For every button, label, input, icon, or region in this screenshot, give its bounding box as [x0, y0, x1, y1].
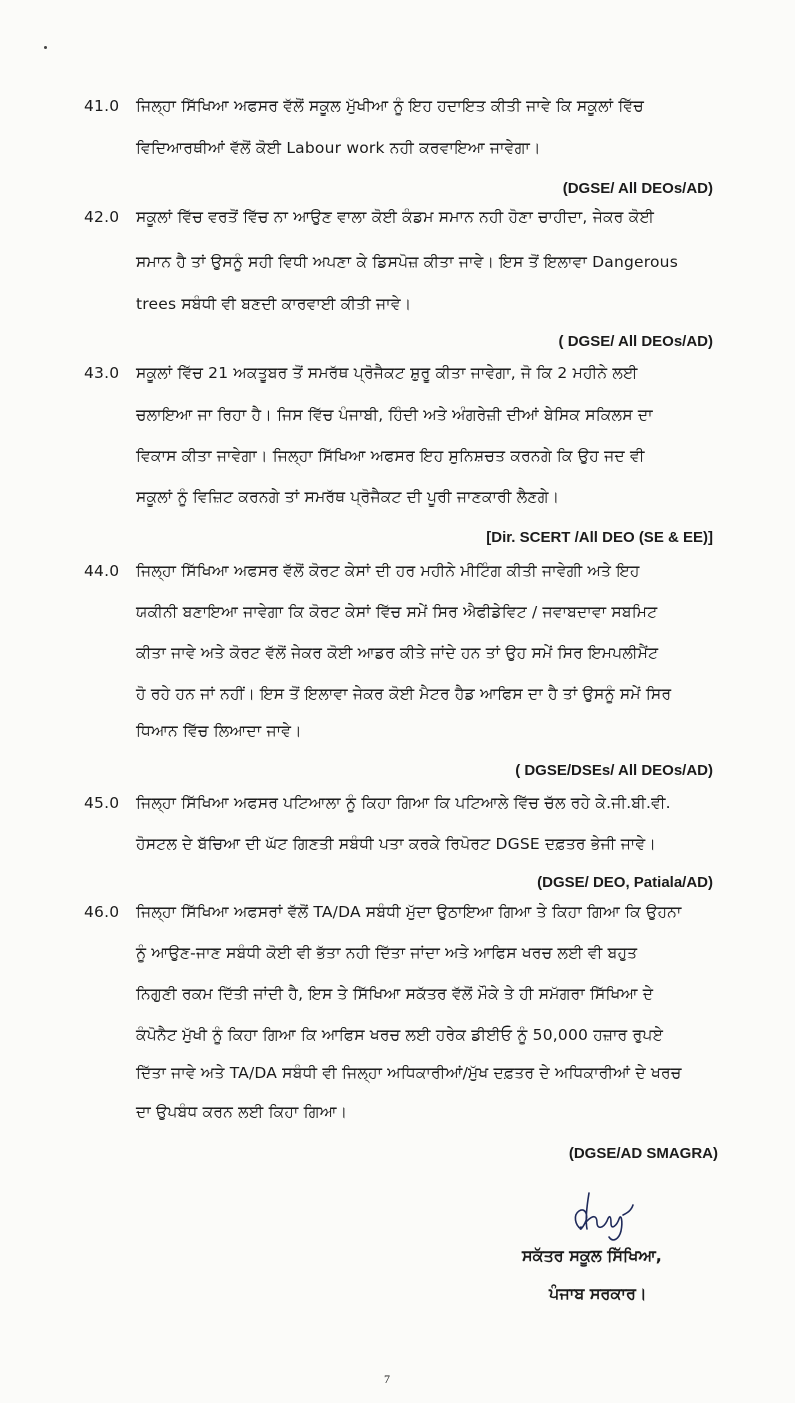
item-text-line: ਕੰਪੋਨੈਟ ਮੁੱਖੀ ਨੂੰ ਕਿਹਾ ਗਿਆ ਕਿ ਆਫਿਸ ਖਰਚ ਲਈ ਹਰੇਕ ਡੀਈਓ ਨੂੰ 50,000 ਹਜ਼ਾਰ ਰੁਪਏ	[136, 1026, 664, 1044]
item-text-line: ਹੋ ਰਹੇ ਹਨ ਜਾਂ ਨਹੀਂ। ਇਸ ਤੋਂ ਇਲਾਵਾ ਜੇਕਰ ਕੋਈ ਮੈਟਰ ਹੈਡ ਆਫਿਸ ਦਾ ਹੈ ਤਾਂ ਉਸਨੂੰ ਸਮੇਂ ਸਿਰ	[136, 685, 672, 703]
item-text-line: ਸਮਾਨ ਹੈ ਤਾਂ ਉਸਨੂੰ ਸਹੀ ਵਿਧੀ ਅਪਣਾ ਕੇ ਡਿਸਪੋਜ਼ ਕੀਤਾ ਜਾਵੇ। ਇਸ ਤੋਂ ਇਲਾਵਾ Dangerous	[136, 253, 678, 271]
item-text-line: ਯਕੀਨੀ ਬਣਾਇਆ ਜਾਵੇਗਾ ਕਿ ਕੋਰਟ ਕੇਸਾਂ ਵਿੱਚ ਸਮੇਂ ਸਿਰ ਐਫੀਡੇਵਿਟ / ਜਵਾਬਦਾਵਾ ਸਬਮਿਟ	[136, 603, 658, 621]
handwritten-signature	[567, 1185, 637, 1245]
item-text-line: trees ਸਬੰਧੀ ਵੀ ਬਣਦੀ ਕਾਰਵਾਈ ਕੀਤੀ ਜਾਵੇ।	[136, 295, 412, 313]
responsible-officer: (DGSE/AD SMAGRA)	[568, 1145, 718, 1162]
responsible-officer: (DGSE/ All DEOs/AD)	[562, 180, 713, 197]
item-number: 42.0	[84, 208, 120, 226]
item-text-line: ਨੂੰ ਆਉਣ-ਜਾਣ ਸਬੰਧੀ ਕੋਈ ਵੀ ਭੱਤਾ ਨਹੀ ਦਿੱਤਾ ਜਾਂਦਾ ਅਤੇ ਆਫਿਸ ਖਰਚ ਲਈ ਵੀ ਬਹੁਤ	[136, 944, 638, 962]
item-text-line: ਜਿਲ੍ਹਾ ਸਿੱਖਿਆ ਅਫਸਰ ਵੱਲੋਂ ਕੋਰਟ ਕੇਸਾਂ ਦੀ ਹਰ ਮਹੀਨੇ ਮੀਟਿੰਗ ਕੀਤੀ ਜਾਵੇਗੀ ਅਤੇ ਇਹ	[136, 562, 640, 580]
item-text-line: ਦਿੱਤਾ ਜਾਵੇ ਅਤੇ TA/DA ਸਬੰਧੀ ਵੀ ਜਿਲ੍ਹਾ ਅਧਿਕਾਰੀਆਂ/ਮੁੱਖ ਦਫ਼ਤਰ ਦੇ ਅਧਿਕਾਰੀਆਂ ਦੇ ਖਰਚ	[136, 1064, 682, 1082]
item-number: 45.0	[84, 794, 120, 812]
item-text-line: ਵਿਦਿਆਰਥੀਆਂ ਵੱਲੋਂ ਕੋਈ Labour work ਨਹੀ ਕਰਵਾਇਆ ਜਾਵੇਗਾ।	[136, 139, 541, 157]
scan-speck	[44, 46, 47, 49]
item-text-line: ਧਿਆਨ ਵਿੱਚ ਲਿਆਦਾ ਜਾਵੇ।	[136, 722, 302, 740]
item-text-line: ਨਿਗੁਣੀ ਰਕਮ ਦਿੱਤੀ ਜਾਂਦੀ ਹੈ, ਇਸ ਤੇ ਸਿੱਖਿਆ ਸਕੱਤਰ ਵੱਲੋਂ ਮੌਕੇ ਤੇ ਹੀ ਸਮੱਗਰਾ ਸਿੱਖਿਆ ਦੇ	[136, 985, 654, 1003]
item-text-line: ਚਲਾਇਆ ਜਾ ਰਿਹਾ ਹੈ। ਜਿਸ ਵਿੱਚ ਪੰਜਾਬੀ, ਹਿੰਦੀ ਅਤੇ ਅੰਗਰੇਜ਼ੀ ਦੀਆਂ ਬੇਸਿਕ ਸਕਿਲਸ ਦਾ	[136, 406, 653, 424]
item-number: 41.0	[84, 97, 120, 115]
item-text-line: ਕੀਤਾ ਜਾਵੇ ਅਤੇ ਕੋਰਟ ਵੱਲੋਂ ਜੇਕਰ ਕੋਈ ਆਡਰ ਕੀਤੇ ਜਾਂਦੇ ਹਨ ਤਾਂ ਉਹ ਸਮੇਂ ਸਿਰ ਇਮਪਲੀਮੈਂਟ	[136, 644, 659, 662]
signatory-designation: ਸਕੱਤਰ ਸਕੂਲ ਸਿੱਖਿਆ,	[522, 1246, 662, 1265]
item-text-line: ਸਕੂਲਾਂ ਵਿੱਚ 21 ਅਕਤੂਬਰ ਤੋਂ ਸਮਰੱਥ ਪ੍ਰੋਜੈਕਟ ਸ਼ੁਰੂ ਕੀਤਾ ਜਾਵੇਗਾ, ਜੋ ਕਿ 2 ਮਹੀਨੇ ਲਈ	[136, 364, 638, 382]
signatory-government: ਪੰਜਾਬ ਸਰਕਾਰ।	[549, 1284, 647, 1303]
responsible-officer: ( DGSE/ All DEOs/AD)	[558, 333, 713, 350]
item-text-line: ਜਿਲ੍ਹਾ ਸਿੱਖਿਆ ਅਫਸਰ ਪਟਿਆਲਾ ਨੂੰ ਕਿਹਾ ਗਿਆ ਕਿ ਪਟਿਆਲੇ ਵਿੱਚ ਚੱਲ ਰਹੇ ਕੇ.ਜੀ.ਬੀ.ਵੀ.	[136, 794, 671, 812]
item-text-line: ਸਕੂਲਾਂ ਵਿੱਚ ਵਰਤੋਂ ਵਿੱਚ ਨਾ ਆਉਣ ਵਾਲਾ ਕੋਈ ਕੰਡਮ ਸਮਾਨ ਨਹੀ ਹੋਣਾ ਚਾਹੀਦਾ, ਜੇਕਰ ਕੋਈ	[136, 208, 655, 226]
item-text-line: ਵਿਕਾਸ ਕੀਤਾ ਜਾਵੇਗਾ। ਜਿਲ੍ਹਾ ਸਿੱਖਿਆ ਅਫਸਰ ਇਹ ਸੁਨਿਸ਼ਚਤ ਕਰਨਗੇ ਕਿ ਉਹ ਜਦ ਵੀ	[136, 447, 645, 465]
responsible-officer: ( DGSE/DSEs/ All DEOs/AD)	[515, 762, 713, 779]
responsible-officer: [Dir. SCERT /All DEO (SE & EE)]	[486, 529, 713, 546]
item-number: 44.0	[84, 562, 120, 580]
item-text-line: ਦਾ ਉਪਬੰਧ ਕਰਨ ਲਈ ਕਿਹਾ ਗਿਆ।	[136, 1103, 348, 1121]
item-text-line: ਜਿਲ੍ਹਾ ਸਿੱਖਿਆ ਅਫਸਰਾਂ ਵੱਲੋਂ TA/DA ਸਬੰਧੀ ਮੁੱਦਾ ਉਠਾਇਆ ਗਿਆ ਤੇ ਕਿਹਾ ਗਿਆ ਕਿ ਉਹਨਾ	[136, 903, 682, 921]
page-number: 7	[384, 1372, 390, 1386]
item-text-line: ਹੋਸਟਲ ਦੇ ਬੱਚਿਆ ਦੀ ਘੱਟ ਗਿਣਤੀ ਸਬੰਧੀ ਪਤਾ ਕਰਕੇ ਰਿਪੋਰਟ DGSE ਦਫ਼ਤਰ ਭੇਜੀ ਜਾਵੇ।	[136, 835, 656, 853]
item-number: 46.0	[84, 903, 120, 921]
item-number: 43.0	[84, 364, 120, 382]
item-text-line: ਸਕੂਲਾਂ ਨੂੰ ਵਿਜ਼ਿਟ ਕਰਨਗੇ ਤਾਂ ਸਮਰੱਥ ਪ੍ਰੋਜੈਕਟ ਦੀ ਪੂਰੀ ਜਾਣਕਾਰੀ ਲੈਣਗੇ।	[136, 488, 560, 506]
item-text-line: ਜਿਲ੍ਹਾ ਸਿੱਖਿਆ ਅਫਸਰ ਵੱਲੋਂ ਸਕੂਲ ਮੁੱਖੀਆ ਨੂੰ ਇਹ ਹਦਾਇਤ ਕੀਤੀ ਜਾਵੇ ਕਿ ਸਕੂਲਾਂ ਵਿੱਚ	[136, 97, 644, 115]
responsible-officer: (DGSE/ DEO, Patiala/AD)	[537, 874, 713, 891]
